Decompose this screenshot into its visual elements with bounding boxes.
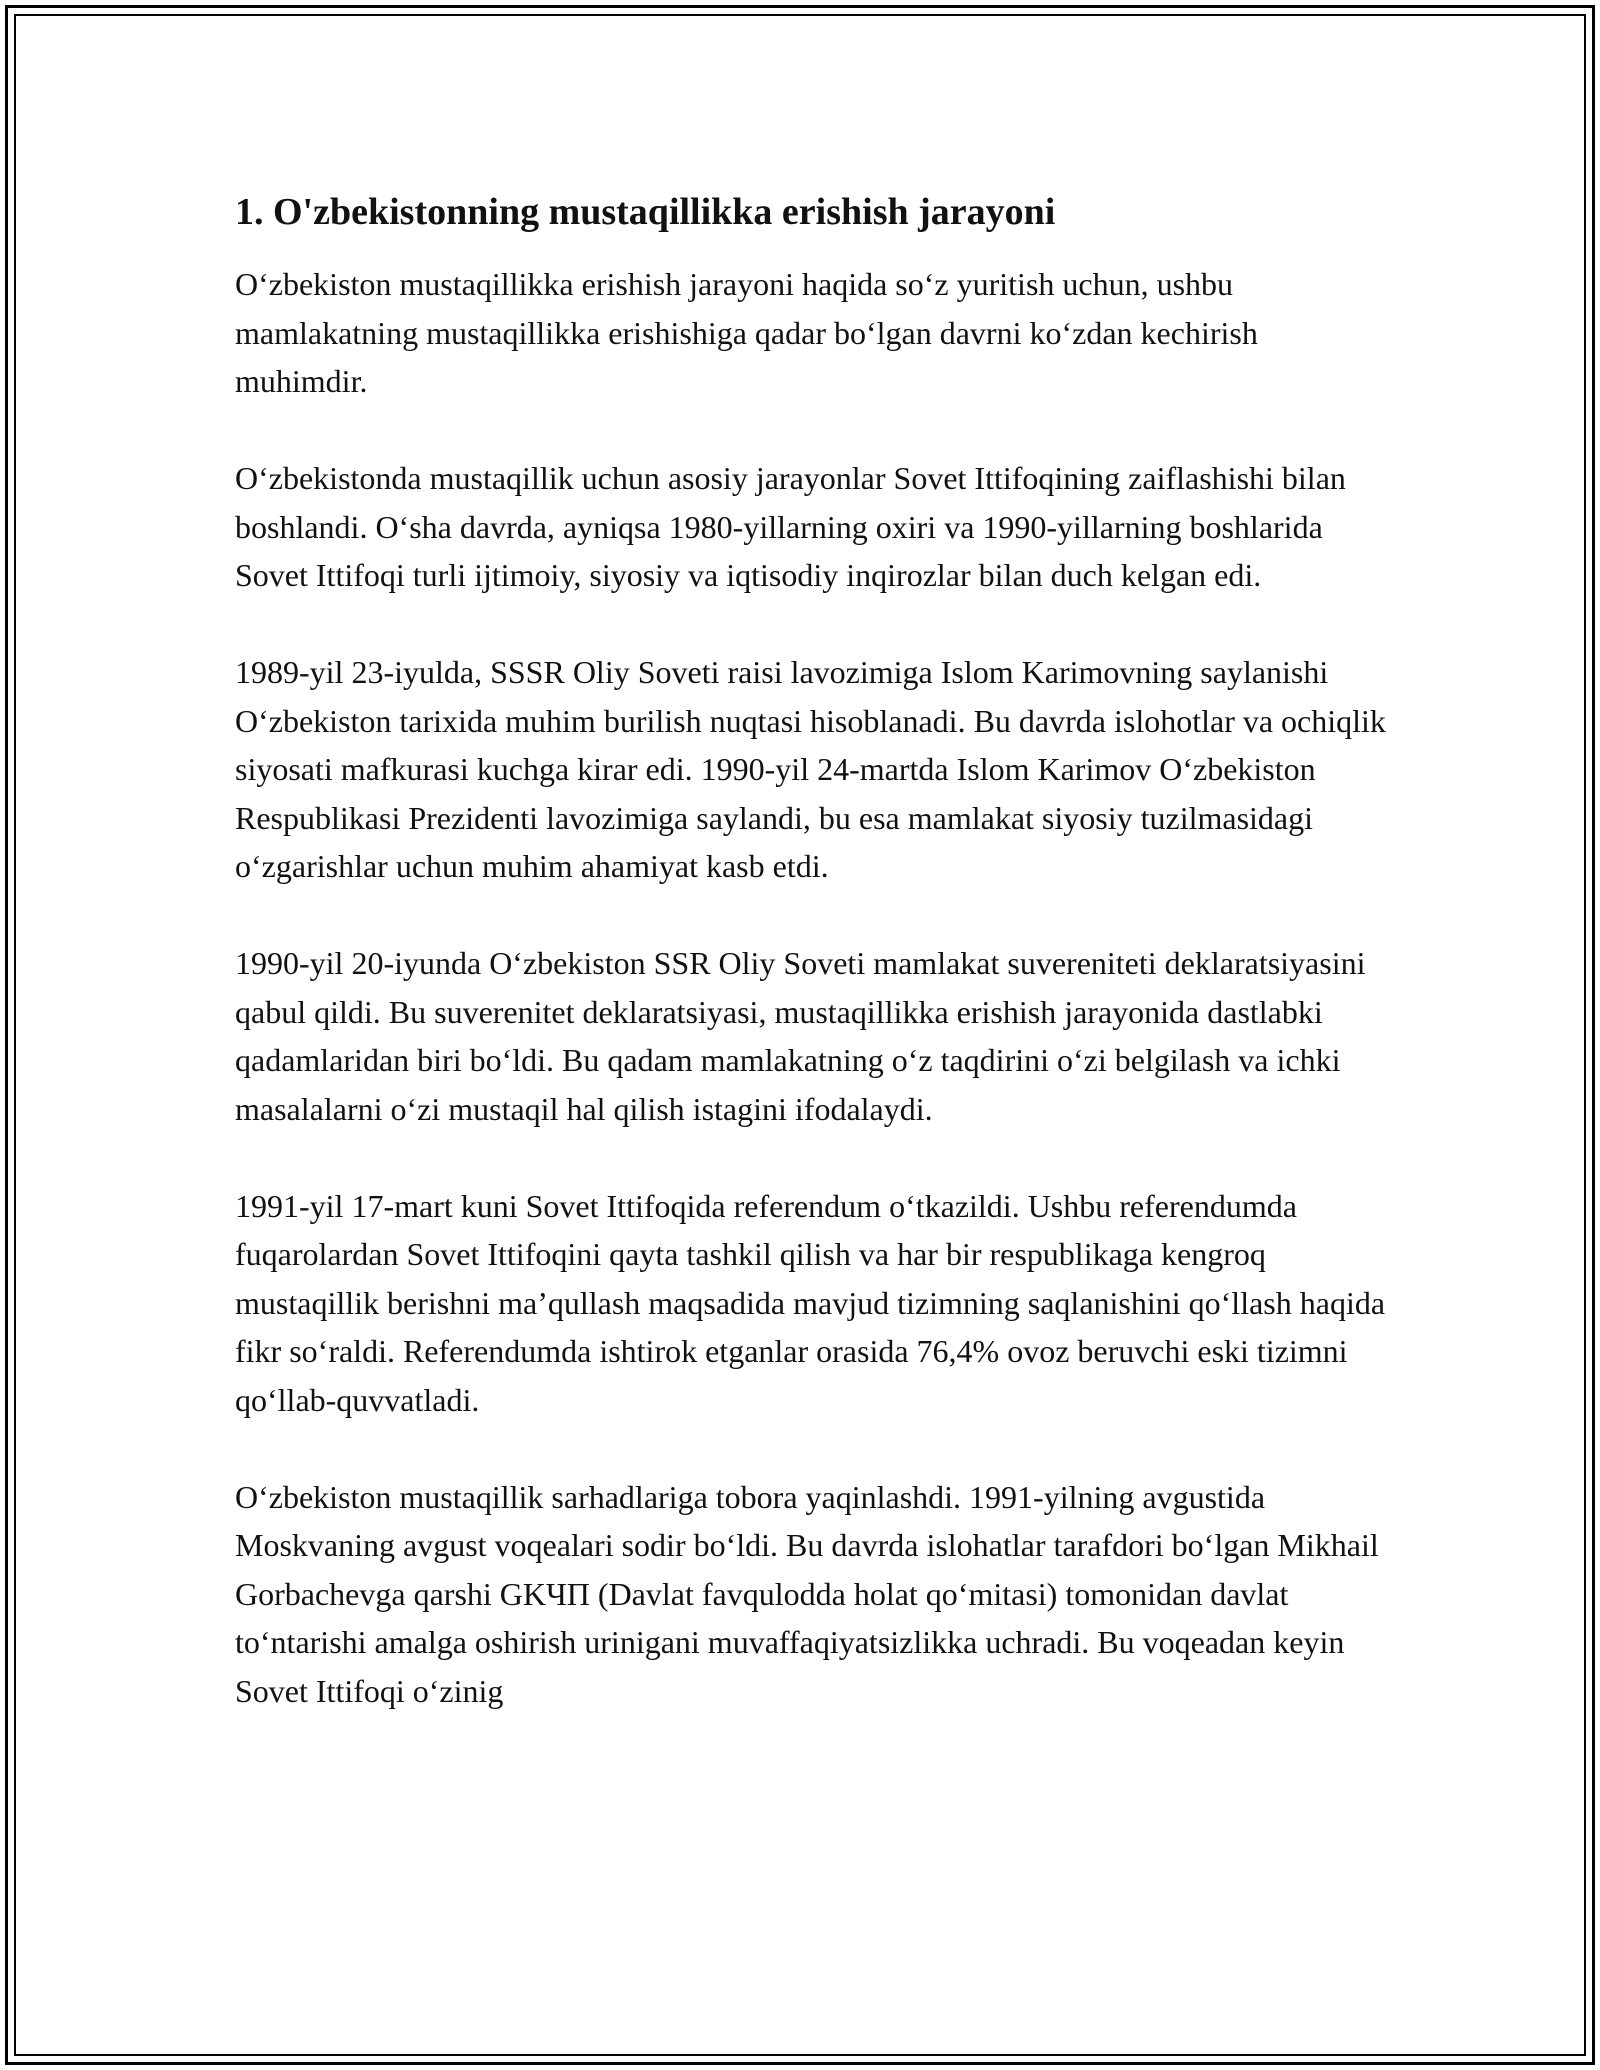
paragraph-2: O‘zbekistonda mustaqillik uchun asosiy jarayonlar Sovet Ittifoqining zaiflashishi bilan boshlandi. O‘sha davrda, ayniqsa 1980-yillarning oxiri va 1990-yillarning boshlarida Sovet Ittifoqi turli ijtimoiy, siyosiy va iqtisodiy inqirozlar bilan duch kelgan edi. [235, 460, 1346, 593]
paragraph-1: O‘zbekiston mustaqillikka erishish jarayoni haqida so‘z yuritish uchun, ushbu mamlakatning mustaqillikka erishishiga qadar bo‘lgan davrni ko‘zdan kechirish muhimdir. [235, 266, 1258, 399]
paragraph-5: 1991-yil 17-mart kuni Sovet Ittifoqida referendum o‘tkazildi. Ushbu referendumda fuqarolardan Sovet Ittifoqini qayta tashkil qilish va har bir respublikaga kengroq mustaqillik berishni ma’qullash maqsadida mavjud tizimning saqlanishini qo‘llash haqida fikr so‘raldi. Referendumda ishtirok etganlar orasida 76,4% ovoz beruvchi eski tizimni qo‘llab-quvvatladi. [235, 1187, 1386, 1418]
paragraph-4: 1990-yil 20-iyunda O‘zbekiston SSR Oliy Soveti mamlakat suvereniteti deklaratsiyasini qabul qildi. Bu suverenitet deklaratsiyasi, mustaqillikka erishish jarayonida dastlabki qadamlaridan biri bo‘ldi. Bu qadam mamlakatning o‘z taqdirini o‘zi belgilash va ichki masalalarni o‘zi mustaqil hal qilish istagini ifodalaydi. [235, 945, 1366, 1127]
document-body [235, 188, 1395, 1764]
section-heading: 1. O'zbekistonning mustaqillikka erishish jarayoni [235, 191, 1056, 233]
paragraph-3: 1989-yil 23-iyulda, SSSR Oliy Soveti raisi lavozimiga Islom Karimovning saylanishi O‘zbekiston tarixida muhim burilish nuqtasi hisoblanadi. Bu davrda islohotlar va ochiqlik siyosati mafkurasi kuchga kirar edi. 1990-yil 24-martda Islom Karimov O‘zbekiston Respublikasi Prezidenti lavozimiga saylandi, bu esa mamlakat siyosiy tuzilmasidagi o‘zgarishlar uchun muhim ahamiyat kasb etdi. [235, 654, 1386, 884]
paragraph-6: O‘zbekiston mustaqillik sarhadlariga tobora yaqinlashdi. 1991-yilning avgustida Moskvaning avgust voqealari sodir bo‘ldi. Bu davrda islohatlar tarafdori bo‘lgan Mikhail Gorbachevga qarshi GKЧП (Davlat favqulodda holat qo‘mitasi) tomonidan davlat to‘ntarishi amalga oshirish urinigani muvaffaqiyatsizlikka uchradi. Bu voqeadan keyin Sovet Ittifoqi o‘zinig [235, 1478, 1379, 1709]
